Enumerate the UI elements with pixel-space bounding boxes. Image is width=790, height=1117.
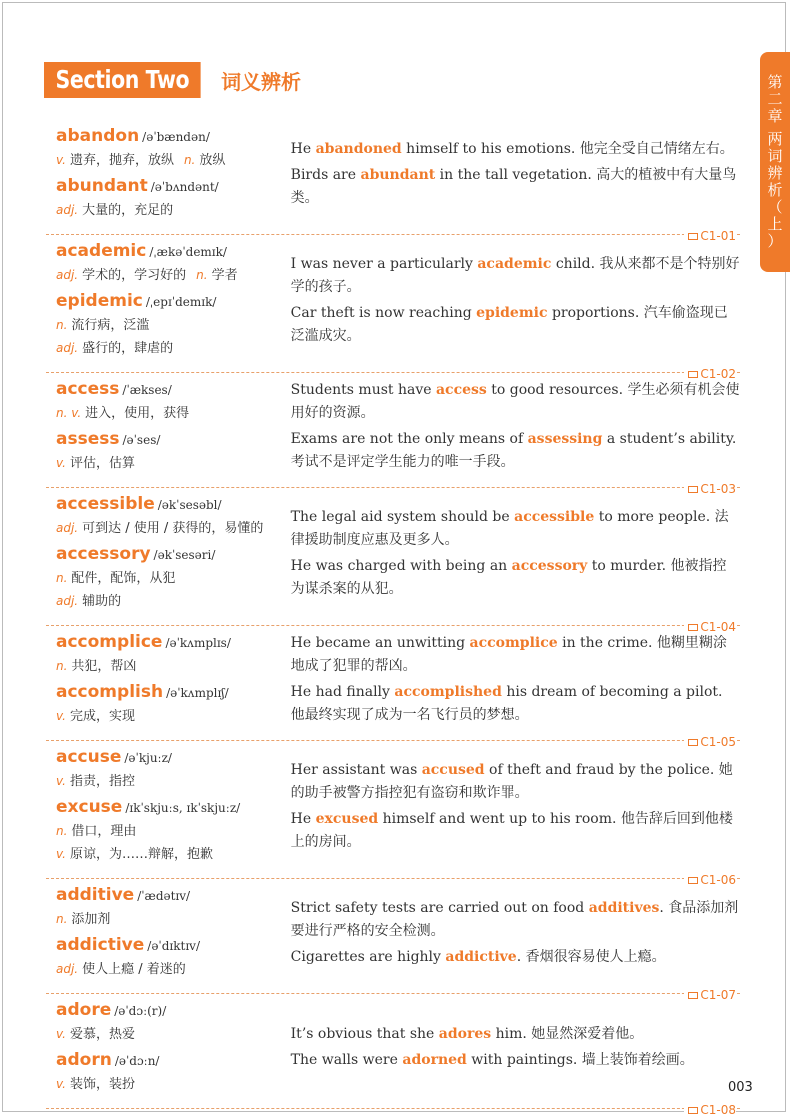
part-of-speech: n. xyxy=(183,153,196,167)
part-of-speech: v. xyxy=(56,709,66,723)
audio-code: C1-07 xyxy=(700,988,736,1002)
part-of-speech: adj. xyxy=(56,203,79,217)
highlighted-word: assessing xyxy=(527,431,603,447)
definition-text: 使人上瘾 / 着迷的 xyxy=(82,962,186,977)
side-tab-char: 词 xyxy=(767,147,783,165)
phonetic: /əˈkʌmplɪs/ xyxy=(165,636,231,650)
phonetic: /əˈdɔːn/ xyxy=(114,1054,160,1068)
highlighted-word: accessible xyxy=(514,508,595,525)
definition-line xyxy=(56,337,285,360)
headword: abundant xyxy=(56,176,148,196)
word-column xyxy=(46,998,285,1098)
part-of-speech: adj. xyxy=(56,341,79,355)
definition-line xyxy=(56,314,285,337)
side-tab-char: 第 xyxy=(767,73,783,91)
part-of-speech: v. xyxy=(56,774,66,788)
definition-text: 流行病，泛滥 xyxy=(71,318,150,333)
phonetic: /əˈses/ xyxy=(122,433,161,447)
audio-code: C1-01 xyxy=(700,229,736,243)
example-sentence xyxy=(291,808,740,854)
word-pair-group xyxy=(46,741,740,887)
definition-line xyxy=(56,1023,285,1046)
sentence-text: He was charged with being an xyxy=(290,557,512,574)
part-of-speech: adj. xyxy=(56,594,79,608)
chapter-side-tab-text xyxy=(760,52,790,250)
highlighted-word: accessory xyxy=(511,557,588,574)
audio-code: C1-03 xyxy=(700,482,736,496)
sentence-text: Car theft is now reaching xyxy=(290,304,477,321)
sentence-text: I was never a particularly xyxy=(290,255,478,272)
section-title: 词义辨析 xyxy=(221,69,302,94)
example-column xyxy=(285,492,740,615)
definition-line xyxy=(56,705,285,728)
example-sentence xyxy=(291,946,740,969)
definition-line xyxy=(56,199,285,222)
sentence-text: He had finally xyxy=(290,684,395,700)
part-of-speech: n. xyxy=(196,268,208,282)
sentence-text: The legal aid system should be xyxy=(290,508,515,525)
example-sentence xyxy=(291,253,740,299)
section-header xyxy=(44,62,301,98)
example-column xyxy=(285,998,740,1098)
highlighted-word: adores xyxy=(438,1026,492,1042)
part-of-speech: n. xyxy=(56,318,68,332)
headword: adorn xyxy=(56,1050,112,1070)
definition-text: 借口，理由 xyxy=(71,824,137,839)
definition-text: 原谅，为……辩解，抱歉 xyxy=(69,847,213,862)
definition-text: 添加剂 xyxy=(71,912,111,927)
definition-text: 评估，估算 xyxy=(69,456,135,471)
part-of-speech: n. v. xyxy=(56,406,82,420)
example-sentence xyxy=(291,302,740,348)
highlighted-word: access xyxy=(435,382,487,398)
sentence-text: The walls were xyxy=(290,1052,403,1068)
sentence-text: to more people. 法律援助制度应惠及更多人。 xyxy=(290,508,729,548)
sentence-text: in the crime. 他糊里糊涂地成了犯罪的帮凶。 xyxy=(290,635,727,674)
audio-code: C1-02 xyxy=(700,367,736,381)
sentence-text: him. 她显然深爱着他。 xyxy=(491,1026,644,1042)
sentence-text: to good resources. 学生必须有机会使用好的资源。 xyxy=(290,382,740,421)
definition-text: 爱慕，热爱 xyxy=(69,1027,135,1042)
definition-line xyxy=(56,590,285,613)
example-sentence xyxy=(291,1023,740,1046)
definition-text: 共犯，帮凶 xyxy=(71,659,137,674)
word-pair-group xyxy=(46,373,740,496)
headword: excuse xyxy=(56,797,123,817)
example-column xyxy=(285,124,740,224)
definition-line xyxy=(56,452,285,475)
word-column xyxy=(46,239,285,362)
headword: adore xyxy=(56,1000,112,1020)
definition-text: 配件，配饰，从犯 xyxy=(71,571,176,586)
highlighted-word: accomplice xyxy=(469,635,558,651)
highlighted-word: accused xyxy=(421,761,485,778)
audio-code: C1-08 xyxy=(700,1103,736,1117)
side-tab-char: 二 xyxy=(767,90,783,108)
phonetic: /ˈækses/ xyxy=(122,383,172,397)
side-tab-char: 上 xyxy=(767,215,783,233)
part-of-speech: n. xyxy=(56,659,68,673)
audio-code: C1-06 xyxy=(700,873,736,887)
word-entry xyxy=(56,492,285,540)
definition-text: 完成，实现 xyxy=(69,709,135,724)
phonetic: /əˈbændən/ xyxy=(142,130,210,144)
example-sentence xyxy=(291,632,740,678)
sentence-text: child. 我从来都不是个特别好学的孩子。 xyxy=(290,255,740,295)
example-column xyxy=(285,630,740,730)
definition-line xyxy=(56,264,285,287)
sentence-text: It’s obvious that she xyxy=(290,1026,439,1042)
audio-code-label xyxy=(684,1103,736,1117)
side-tab-char: 章 xyxy=(767,107,783,125)
phonetic: /əkˈsesəri/ xyxy=(153,548,216,562)
sentence-text: Students must have xyxy=(290,382,436,398)
highlighted-word: addictive xyxy=(445,948,517,965)
phonetic: /əˈkjuːz/ xyxy=(124,751,172,765)
word-entry xyxy=(56,239,285,287)
headword: abandon xyxy=(56,126,140,146)
audio-code: C1-04 xyxy=(700,620,736,634)
page-number: 003 xyxy=(728,1080,753,1095)
part-of-speech: v. xyxy=(56,456,66,470)
definition-text: 学术的，学习好的 xyxy=(82,268,187,283)
definition-text: 遗弃，抛弃，放纵 xyxy=(69,153,174,168)
definition-text: 装饰，装扮 xyxy=(69,1077,135,1092)
example-sentence xyxy=(291,506,740,552)
definition-text: 盛行的，肆虐的 xyxy=(82,341,174,356)
highlighted-word: epidemic xyxy=(476,304,548,321)
word-column xyxy=(46,377,285,477)
word-column xyxy=(46,630,285,730)
sentence-text: with paintings. 墙上装饰着绘画。 xyxy=(466,1052,694,1068)
headword: epidemic xyxy=(56,291,143,311)
sentence-text: Cigarettes are highly xyxy=(290,948,446,965)
phonetic: /əˈdɔː(r)/ xyxy=(114,1004,167,1018)
sentence-text: . 香烟很容易使人上瘾。 xyxy=(516,948,666,965)
part-of-speech: v. xyxy=(56,847,66,861)
headword: accomplish xyxy=(56,682,164,702)
part-of-speech: adj. xyxy=(56,268,79,282)
example-sentence xyxy=(291,428,740,474)
headword: additive xyxy=(56,885,135,905)
part-of-speech: n. xyxy=(56,824,68,838)
word-entry xyxy=(56,883,285,931)
example-column xyxy=(285,883,740,983)
definition-line xyxy=(56,770,285,793)
part-of-speech: adj. xyxy=(56,962,79,976)
sentence-text: . 食品添加剂要进行严格的安全检测。 xyxy=(290,899,739,939)
example-column xyxy=(285,377,740,477)
highlighted-word: additives xyxy=(588,899,660,916)
word-pair-group xyxy=(46,488,740,634)
word-pair-group xyxy=(46,120,740,243)
definition-text: 辅助的 xyxy=(82,594,122,609)
word-pair-group xyxy=(46,626,740,749)
word-entry xyxy=(56,795,285,866)
definition-line xyxy=(56,402,285,425)
part-of-speech: n. xyxy=(56,912,68,926)
phonetic: /əˈbʌndənt/ xyxy=(150,180,219,194)
definition-line xyxy=(56,567,285,590)
example-column xyxy=(285,745,740,868)
sentence-text: proportions. 汽车偷盗现已泛滥成灾。 xyxy=(290,304,728,344)
definition-line xyxy=(56,655,285,678)
definition-text: 可到达 / 使用 / 获得的，易懂的 xyxy=(82,521,264,536)
highlighted-word: abundant xyxy=(360,166,436,183)
sentence-text: Birds are xyxy=(290,166,361,183)
example-sentence xyxy=(291,759,740,805)
vocabulary-list xyxy=(46,120,740,1117)
definition-text: 进入，使用，获得 xyxy=(85,406,190,421)
definition-line xyxy=(56,958,285,981)
part-of-speech: v. xyxy=(56,1077,66,1091)
definition-line xyxy=(56,843,285,866)
word-entry xyxy=(56,998,285,1046)
example-column xyxy=(285,239,740,362)
word-entry xyxy=(56,124,285,172)
sentence-text: a student’s ability. 考试不是评定学生能力的唯一手段。 xyxy=(290,431,737,470)
highlighted-word: academic xyxy=(477,255,552,272)
word-pair-group xyxy=(46,879,740,1002)
sentence-text: himself to his emotions. 他完全受自己情绪左右。 xyxy=(401,140,734,157)
phonetic: /ˈædətɪv/ xyxy=(137,889,191,903)
word-column xyxy=(46,492,285,615)
word-entry xyxy=(56,174,285,222)
headword: academic xyxy=(56,241,147,261)
audio-code: C1-05 xyxy=(700,735,736,749)
sentence-text: He xyxy=(290,810,316,827)
sentence-text: of theft and fraud by the police. 她的助手被警方指控犯有盗窃和欺诈罪。 xyxy=(290,761,733,801)
definition-line xyxy=(56,820,285,843)
example-sentence xyxy=(291,138,740,161)
section-label: Section Two xyxy=(44,62,201,98)
example-sentence xyxy=(291,555,740,601)
part-of-speech: v. xyxy=(56,1027,66,1041)
word-entry xyxy=(56,933,285,981)
sentence-text: He became an unwitting xyxy=(290,635,470,651)
side-tab-char: （ xyxy=(767,198,783,216)
sentence-text: Exams are not the only means of xyxy=(290,431,528,447)
word-entry xyxy=(56,542,285,613)
definition-text: 大量的，充足的 xyxy=(82,203,174,218)
headword: accuse xyxy=(56,747,122,767)
sentence-text: He xyxy=(290,140,316,157)
phonetic: /əˈdɪktɪv/ xyxy=(147,939,200,953)
audio-track-icon xyxy=(688,1107,698,1114)
side-tab-char: 两 xyxy=(767,130,783,148)
phonetic: /ˌækəˈdemɪk/ xyxy=(149,245,227,259)
highlighted-word: excused xyxy=(315,810,379,827)
definition-text: 学者 xyxy=(211,268,238,283)
part-of-speech: n. xyxy=(56,571,68,585)
phonetic: /əˈkʌmplɪʃ/ xyxy=(166,686,229,700)
definition-text: 指责，指控 xyxy=(69,774,135,789)
word-entry xyxy=(56,630,285,678)
sentence-text: Strict safety tests are carried out on food xyxy=(290,899,589,916)
headword: addictive xyxy=(56,935,145,955)
example-sentence xyxy=(291,681,740,727)
definition-line xyxy=(56,149,285,172)
side-tab-char: 析 xyxy=(767,181,783,199)
sentence-text: himself and went up to his room. 他告辞后回到他楼上的房间。 xyxy=(290,810,733,850)
headword: assess xyxy=(56,429,120,449)
definition-text: 放纵 xyxy=(199,153,226,168)
part-of-speech: v. xyxy=(56,153,66,167)
headword: accessible xyxy=(56,494,155,514)
definition-line xyxy=(56,1073,285,1096)
word-column xyxy=(46,745,285,868)
word-column xyxy=(46,124,285,224)
chapter-side-tab xyxy=(760,52,790,272)
headword: accomplice xyxy=(56,632,163,652)
definition-line xyxy=(56,908,285,931)
word-column xyxy=(46,883,285,983)
sentence-text: his dream of becoming a pilot. 他最终实现了成为一名飞行员的梦想。 xyxy=(290,684,723,723)
headword: access xyxy=(56,379,120,399)
example-sentence xyxy=(291,1049,740,1072)
word-entry xyxy=(56,377,285,425)
word-entry xyxy=(56,1048,285,1096)
word-pair-group xyxy=(46,994,740,1117)
side-tab-char: ） xyxy=(767,232,783,250)
phonetic: /ɪkˈskjuːs, ɪkˈskjuːz/ xyxy=(125,801,241,815)
highlighted-word: adorned xyxy=(402,1052,467,1068)
side-tab-char: 辨 xyxy=(767,164,783,182)
word-pair-group xyxy=(46,235,740,381)
word-entry xyxy=(56,427,285,475)
sentence-text: in the tall vegetation. 高大的植被中有大量鸟类。 xyxy=(290,166,737,206)
word-entry xyxy=(56,745,285,793)
example-sentence xyxy=(291,379,740,425)
phonetic: /ˌepɪˈdemɪk/ xyxy=(145,295,217,309)
part-of-speech: adj. xyxy=(56,521,79,535)
word-entry xyxy=(56,680,285,728)
highlighted-word: abandoned xyxy=(315,140,402,157)
definition-line xyxy=(56,517,285,540)
sentence-text: to murder. 他被指控为谋杀案的从犯。 xyxy=(290,557,727,597)
headword: accessory xyxy=(56,544,151,564)
sentence-text: Her assistant was xyxy=(290,761,422,778)
phonetic: /əkˈsesəbl/ xyxy=(157,498,222,512)
word-entry xyxy=(56,289,285,360)
example-sentence xyxy=(291,164,740,210)
highlighted-word: accomplished xyxy=(394,684,502,700)
example-sentence xyxy=(291,897,740,943)
